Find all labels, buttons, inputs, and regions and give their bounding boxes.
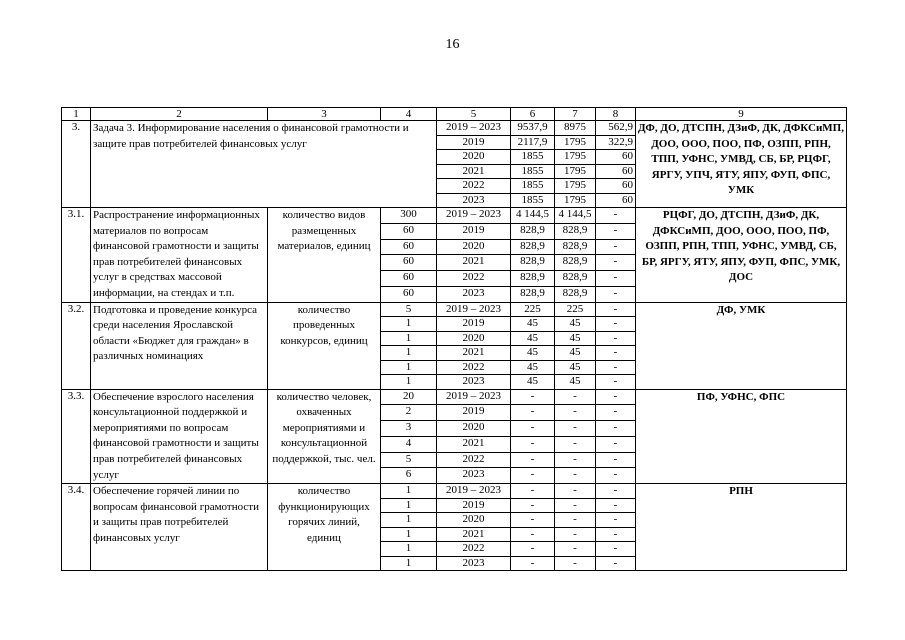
- total-funding-cell: 45: [511, 331, 555, 346]
- row-number: 3.2.: [62, 302, 91, 389]
- activity-row: [62, 208, 847, 224]
- indicator-name: количество проведенных конкурсов, единиц: [268, 302, 381, 389]
- total-funding-cell: 1855: [511, 193, 555, 208]
- funding-source-1-cell: 45: [555, 375, 596, 390]
- total-funding-cell: 225: [511, 302, 555, 317]
- total-funding-cell: -: [511, 405, 555, 421]
- header-cell: 3: [268, 108, 381, 121]
- indicator-name: количество функционирующих горячих линий, единиц: [268, 484, 381, 571]
- total-funding-cell: 1855: [511, 164, 555, 179]
- target-value: 60: [381, 255, 437, 271]
- target-value: 4: [381, 436, 437, 452]
- target-value: 1: [381, 542, 437, 557]
- total-funding-cell: -: [511, 452, 555, 468]
- year-cell: 2020: [437, 331, 511, 346]
- funding-source-1-cell: -: [555, 452, 596, 468]
- total-funding-cell: 828,9: [511, 271, 555, 287]
- activity-row: [62, 484, 847, 499]
- year-cell: 2021: [437, 346, 511, 361]
- funding-source-1-cell: -: [555, 513, 596, 528]
- activity-row: [62, 302, 847, 317]
- activity-name: Распространение информационных материалов по вопросам финансовой грамотности и защиты прав потребителей финансовых услуг в средствах массовой информации, на стендах и т.п.: [91, 208, 268, 303]
- funding-source-1-cell: 45: [555, 346, 596, 361]
- total-funding-cell: -: [511, 421, 555, 437]
- funding-source-1-cell: 1795: [555, 193, 596, 208]
- year-cell: 2019 – 2023: [437, 389, 511, 405]
- row-number: 3.1.: [62, 208, 91, 303]
- funding-source-1-cell: 1795: [555, 150, 596, 165]
- target-value: 1: [381, 317, 437, 332]
- year-cell: 2020: [437, 421, 511, 437]
- year-cell: 2020: [437, 150, 511, 165]
- target-value: 1: [381, 331, 437, 346]
- target-value: 1: [381, 513, 437, 528]
- funding-source-1-cell: 225: [555, 302, 596, 317]
- page-number: 16: [445, 37, 460, 52]
- year-cell: 2021: [437, 255, 511, 271]
- responsible-executors: РПН: [636, 484, 847, 571]
- funding-source-1-cell: -: [555, 542, 596, 557]
- funding-source-1-cell: -: [555, 436, 596, 452]
- funding-source-1-cell: -: [555, 405, 596, 421]
- indicator-name: количество человек, охваченных мероприятиями и консультационной поддержкой, тыс. чел.: [268, 389, 381, 484]
- year-cell: 2019: [437, 317, 511, 332]
- year-cell: 2019: [437, 135, 511, 150]
- funding-source-1-cell: 1795: [555, 135, 596, 150]
- funding-source-1-cell: 1795: [555, 164, 596, 179]
- year-cell: 2022: [437, 542, 511, 557]
- funding-source-1-cell: 45: [555, 360, 596, 375]
- year-cell: 2022: [437, 452, 511, 468]
- responsible-executors: ДФ, ДО, ДТСПН, ДЗиФ, ДК, ДФКСиМП, ДОО, ООО, ПОО, ПФ, ОЗПП, РПН, ТПП, УФНС, УМВД, СБ, БР, РЦФГ, ЯРГУ, УПЧ, ЯТУ, ЯПУ, ФУП, ФПС, УМК: [636, 121, 847, 208]
- activity-name: Обеспечение горячей линии по вопросам финансовой грамотности и защиты прав потребителей финансовых услуг: [91, 484, 268, 571]
- target-value: 1: [381, 484, 437, 499]
- total-funding-cell: -: [511, 542, 555, 557]
- funding-source-1-cell: 828,9: [555, 239, 596, 255]
- funding-source-1-cell: -: [555, 498, 596, 513]
- year-cell: 2020: [437, 513, 511, 528]
- year-cell: 2023: [437, 286, 511, 302]
- funding-source-2-cell: -: [596, 223, 636, 239]
- activity-name: Обеспечение взрослого населения консультационной поддержкой и мероприятиями по вопросам финансовой грамотности и защиты прав потребителей финансовых услуг: [91, 389, 268, 484]
- target-value: 3: [381, 421, 437, 437]
- year-cell: 2019 – 2023: [437, 121, 511, 136]
- header-cell: 9: [636, 108, 847, 121]
- year-cell: 2023: [437, 375, 511, 390]
- target-value: 1: [381, 375, 437, 390]
- funding-source-1-cell: -: [555, 527, 596, 542]
- total-funding-cell: 45: [511, 360, 555, 375]
- responsible-executors: ДФ, УМК: [636, 302, 847, 389]
- total-funding-cell: -: [511, 389, 555, 405]
- funding-source-2-cell: -: [596, 360, 636, 375]
- funding-source-2-cell: -: [596, 317, 636, 332]
- total-funding-cell: -: [511, 468, 555, 484]
- total-funding-cell: 9537,9: [511, 121, 555, 136]
- total-funding-cell: 828,9: [511, 255, 555, 271]
- total-funding-cell: 45: [511, 346, 555, 361]
- funding-source-1-cell: -: [555, 389, 596, 405]
- total-funding-cell: 828,9: [511, 239, 555, 255]
- funding-source-1-cell: 828,9: [555, 271, 596, 287]
- target-value: 2: [381, 405, 437, 421]
- funding-source-2-cell: 60: [596, 193, 636, 208]
- funding-source-1-cell: -: [555, 556, 596, 571]
- task-name: Задача 3. Информирование населения о финансовой грамотности и защите прав потребителей финансовых услуг: [91, 121, 437, 208]
- header-cell: 8: [596, 108, 636, 121]
- target-value: 1: [381, 360, 437, 375]
- total-funding-cell: -: [511, 556, 555, 571]
- year-cell: 2019 – 2023: [437, 302, 511, 317]
- funding-source-2-cell: -: [596, 271, 636, 287]
- funding-source-2-cell: -: [596, 331, 636, 346]
- target-value: 60: [381, 223, 437, 239]
- funding-source-2-cell: -: [596, 436, 636, 452]
- funding-source-2-cell: -: [596, 208, 636, 224]
- header-row: [62, 108, 847, 121]
- year-cell: 2019: [437, 405, 511, 421]
- total-funding-cell: -: [511, 527, 555, 542]
- total-funding-cell: 1855: [511, 179, 555, 194]
- header-cell: 1: [62, 108, 91, 121]
- responsible-executors: ПФ, УФНС, ФПС: [636, 389, 847, 484]
- row-number: 3.: [62, 121, 91, 208]
- year-cell: 2021: [437, 436, 511, 452]
- indicator-name: количество видов размещенных материалов, единиц: [268, 208, 381, 303]
- funding-source-1-cell: -: [555, 421, 596, 437]
- funding-source-2-cell: -: [596, 452, 636, 468]
- target-value: 300: [381, 208, 437, 224]
- funding-source-2-cell: -: [596, 484, 636, 499]
- total-funding-cell: 2117,9: [511, 135, 555, 150]
- funding-source-2-cell: -: [596, 375, 636, 390]
- target-value: 5: [381, 302, 437, 317]
- total-funding-cell: 828,9: [511, 223, 555, 239]
- target-value: 20: [381, 389, 437, 405]
- funding-source-2-cell: -: [596, 527, 636, 542]
- funding-source-2-cell: -: [596, 542, 636, 557]
- target-value: 6: [381, 468, 437, 484]
- funding-source-2-cell: -: [596, 498, 636, 513]
- year-cell: 2019: [437, 498, 511, 513]
- year-cell: 2021: [437, 527, 511, 542]
- target-value: 5: [381, 452, 437, 468]
- funding-source-2-cell: -: [596, 389, 636, 405]
- year-cell: 2022: [437, 360, 511, 375]
- task-row: [62, 121, 847, 136]
- funding-source-2-cell: -: [596, 556, 636, 571]
- funding-source-1-cell: 828,9: [555, 223, 596, 239]
- responsible-executors: РЦФГ, ДО, ДТСПН, ДЗиФ, ДК, ДФКСиМП, ДОО, ООО, ПОО, ПФ, ОЗПП, РПН, ТПП, УФНС, УМВД, СБ, БР, ЯРГУ, ЯТУ, ЯПУ, ФУП, ФПС, УМК, ДОС: [636, 208, 847, 303]
- funding-source-1-cell: 45: [555, 331, 596, 346]
- total-funding-cell: 4 144,5: [511, 208, 555, 224]
- funding-source-2-cell: 60: [596, 179, 636, 194]
- year-cell: 2022: [437, 271, 511, 287]
- year-cell: 2023: [437, 193, 511, 208]
- year-cell: 2019 – 2023: [437, 208, 511, 224]
- total-funding-cell: -: [511, 513, 555, 528]
- year-cell: 2020: [437, 239, 511, 255]
- funding-source-2-cell: -: [596, 405, 636, 421]
- funding-source-2-cell: -: [596, 346, 636, 361]
- total-funding-cell: -: [511, 484, 555, 499]
- year-cell: 2023: [437, 468, 511, 484]
- row-number: 3.3.: [62, 389, 91, 484]
- target-value: 60: [381, 239, 437, 255]
- activity-name: Подготовка и проведение конкурса среди населения Ярославской области «Бюджет для граждан» в различных номинациях: [91, 302, 268, 389]
- funding-source-1-cell: -: [555, 468, 596, 484]
- header-cell: 2: [91, 108, 268, 121]
- funding-source-1-cell: 8975: [555, 121, 596, 136]
- total-funding-cell: -: [511, 436, 555, 452]
- target-value: 60: [381, 286, 437, 302]
- year-cell: 2019 – 2023: [437, 484, 511, 499]
- target-value: 60: [381, 271, 437, 287]
- total-funding-cell: 828,9: [511, 286, 555, 302]
- funding-source-2-cell: -: [596, 286, 636, 302]
- year-cell: 2022: [437, 179, 511, 194]
- target-value: 1: [381, 556, 437, 571]
- funding-source-2-cell: -: [596, 513, 636, 528]
- funding-source-2-cell: 60: [596, 150, 636, 165]
- total-funding-cell: -: [511, 498, 555, 513]
- header-cell: 5: [437, 108, 511, 121]
- funding-source-1-cell: 1795: [555, 179, 596, 194]
- total-funding-cell: 45: [511, 375, 555, 390]
- year-cell: 2021: [437, 164, 511, 179]
- funding-source-1-cell: 45: [555, 317, 596, 332]
- funding-source-2-cell: -: [596, 255, 636, 271]
- target-value: 1: [381, 346, 437, 361]
- funding-source-1-cell: 4 144,5: [555, 208, 596, 224]
- funding-source-1-cell: 828,9: [555, 255, 596, 271]
- funding-source-2-cell: 60: [596, 164, 636, 179]
- funding-source-2-cell: -: [596, 302, 636, 317]
- target-value: 1: [381, 527, 437, 542]
- header-cell: 6: [511, 108, 555, 121]
- activity-row: [62, 389, 847, 405]
- target-value: 1: [381, 498, 437, 513]
- funding-source-2-cell: 322,9: [596, 135, 636, 150]
- funding-source-2-cell: -: [596, 239, 636, 255]
- year-cell: 2023: [437, 556, 511, 571]
- row-number: 3.4.: [62, 484, 91, 571]
- header-cell: 4: [381, 108, 437, 121]
- funding-source-2-cell: -: [596, 421, 636, 437]
- funding-source-2-cell: 562,9: [596, 121, 636, 136]
- year-cell: 2019: [437, 223, 511, 239]
- program-table: [61, 107, 847, 571]
- total-funding-cell: 1855: [511, 150, 555, 165]
- funding-source-1-cell: -: [555, 484, 596, 499]
- total-funding-cell: 45: [511, 317, 555, 332]
- funding-source-2-cell: -: [596, 468, 636, 484]
- header-cell: 7: [555, 108, 596, 121]
- funding-source-1-cell: 828,9: [555, 286, 596, 302]
